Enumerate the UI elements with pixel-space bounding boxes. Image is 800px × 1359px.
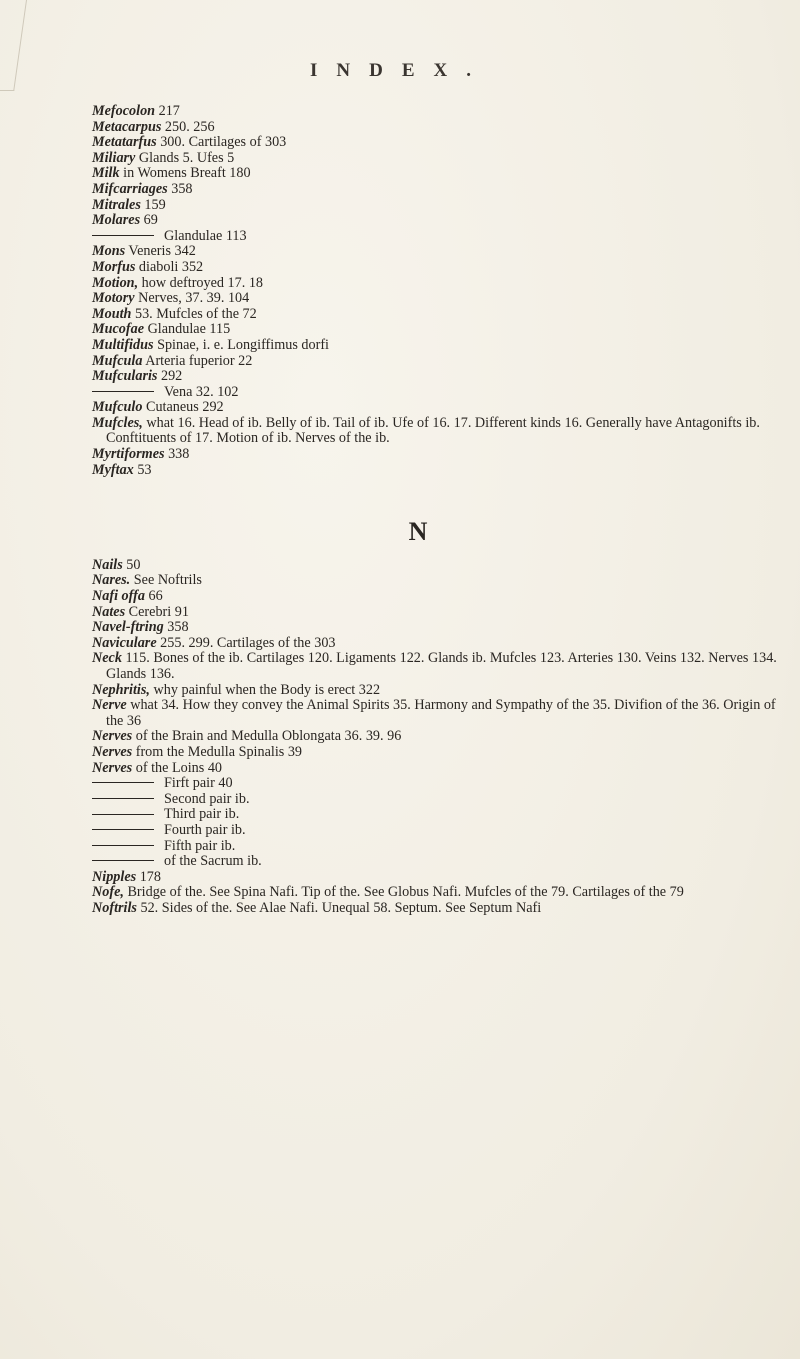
section-gap [92, 478, 784, 524]
index-references: Cerebri 91 [125, 603, 189, 620]
index-term: Mitrales [92, 196, 141, 213]
index-term: Motory [92, 290, 135, 307]
index-entry [92, 447, 784, 463]
index-references: Fifth pair ib. [164, 837, 236, 854]
index-entry [92, 260, 784, 276]
index-references: Third pair ib. [164, 806, 240, 823]
section-letter-heading: N [408, 517, 428, 547]
index-entry [92, 573, 784, 589]
index-references: Bridge of the. See Spina Nafi. Tip of the. See Globus Nafi. Mufcles of the 79. Cartilages of the 79 [123, 884, 684, 901]
index-entry [92, 589, 784, 605]
index-term: Morfus [92, 258, 136, 275]
index-references: 69 [140, 212, 158, 229]
index-term: Nofe, [92, 884, 124, 901]
index-entry [92, 605, 784, 621]
index-entry [92, 839, 784, 855]
index-entry [92, 885, 784, 901]
index-references: 159 [140, 196, 166, 213]
index-entry [92, 198, 784, 214]
index-term: Nails [92, 556, 123, 573]
index-references: of the Sacrum ib. [164, 853, 262, 870]
index-term: Myftax [92, 461, 134, 478]
index-entry [92, 307, 784, 323]
index-entry [92, 729, 784, 745]
index-term: Mufcula [92, 352, 143, 369]
ditto-dash [92, 798, 154, 799]
index-entry [92, 104, 784, 120]
index-term: Metacarpus [92, 118, 162, 135]
ditto-dash [92, 235, 154, 236]
index-references: diaboli 352 [135, 258, 204, 275]
index-references: 115. Bones of the ib. Cartilages 120. Ligaments 122. Glands ib. Mufcles 123. Arteries 130. Veins 132. Nerves 134. Glands 136. [106, 650, 777, 682]
index-references: Firft pair 40 [164, 775, 233, 792]
index-term: Nerves [92, 759, 133, 776]
index-entry [92, 244, 784, 260]
index-entry [92, 291, 784, 307]
ditto-dash [92, 860, 154, 861]
index-references: what 34. How they convey the Animal Spirits 35. Harmony and Sympathy of the 35. Divifion of the 36. Origin of the 36 [106, 697, 776, 729]
index-term: Mifcarriages [92, 180, 168, 197]
index-references: what 16. Head of ib. Belly of ib. Tail of ib. Ufe of 16. 17. Different kinds 16. Generally have Antagonifts ib. Conftituents of 17. Motion of ib. Nerves of the ib. [106, 414, 760, 447]
index-references: 292 [157, 368, 183, 385]
index-term: Mefocolon [92, 103, 156, 119]
index-references: 338 [164, 446, 190, 463]
index-entry [92, 151, 784, 167]
index-entry [92, 229, 784, 245]
index-entry [92, 854, 784, 870]
index-references: Vena 32. 102 [164, 383, 239, 400]
index-entry [92, 745, 784, 761]
index-references: why painful when the Body is erect 322 [149, 681, 381, 698]
index-references: 50 [122, 556, 141, 573]
index-term: Naviculare [92, 634, 157, 651]
index-term: Myrtiformes [92, 446, 165, 463]
index-references: of the Loins 40 [132, 759, 223, 776]
index-term: Mufcularis [92, 368, 158, 385]
index-term: Nates [92, 603, 126, 620]
index-term: Milk [92, 165, 120, 182]
index-entry [92, 400, 784, 416]
index-references: 300. Cartilages of 303 [156, 134, 287, 151]
index-entry [92, 135, 784, 151]
index-term: Neck [92, 650, 122, 667]
ditto-dash [92, 782, 154, 783]
index-term: Nephritis, [92, 681, 150, 698]
index-entry [92, 823, 784, 839]
index-term: Multifidus [92, 336, 154, 353]
index-entry [92, 166, 784, 182]
index-entry [92, 354, 784, 370]
index-entry [92, 385, 784, 401]
index-term: Nares. [92, 572, 131, 589]
index-entry [92, 182, 784, 198]
index-entry [92, 213, 784, 229]
index-references: 250. 256 [161, 118, 215, 135]
index-references: 52. Sides of the. See Alae Nafi. Unequal 58. Septum. See Septum Nafi [136, 899, 542, 916]
index-references: Arteria fuperior 22 [142, 352, 253, 369]
index-entry [92, 683, 784, 699]
index-entry [92, 276, 784, 292]
index-entry [92, 698, 784, 729]
index-references: 217 [155, 103, 180, 119]
index-entry [92, 322, 784, 338]
index-term: Metatarfus [92, 134, 157, 151]
section-m-entries [92, 104, 784, 478]
index-references: 66 [144, 588, 163, 605]
index-references: Spinae, i. e. Longiffimus dorfi [153, 336, 329, 353]
index-references: from the Medulla Spinalis 39 [132, 743, 303, 760]
ditto-dash [92, 829, 154, 830]
page-header: INDEX. [310, 60, 490, 81]
index-references: Glandulae 113 [164, 227, 247, 244]
index-entry [92, 761, 784, 777]
index-entry [92, 369, 784, 385]
index-term: Nipples [92, 868, 137, 885]
index-references: 358 [167, 180, 193, 197]
index-term: Noftrils [92, 899, 137, 916]
index-term: Nafi offa [92, 588, 145, 605]
index-references: in Womens Breaft 180 [119, 165, 251, 182]
index-term: Mufculo [92, 399, 143, 416]
index-entry [92, 416, 784, 447]
index-term: Molares [92, 212, 141, 229]
index-entry [92, 636, 784, 652]
index-term: Navel-ftring [92, 619, 164, 636]
index-term: Mouth [92, 305, 132, 322]
index-references: Glandulae 115 [144, 321, 231, 338]
index-entry [92, 776, 784, 792]
index-term: Mons [92, 243, 126, 260]
index-references: Cutaneus 292 [142, 399, 224, 416]
index-references: 178 [136, 868, 161, 885]
index-entry [92, 463, 784, 479]
index-references: of the Brain and Medulla Oblongata 36. 39. 96 [132, 728, 402, 745]
index-term: Nerves [92, 728, 133, 745]
index-references: 53 [133, 461, 152, 478]
index-entry [92, 558, 784, 574]
index-term: Mufcles, [92, 414, 143, 431]
index-entry [92, 651, 784, 682]
index-entry [92, 807, 784, 823]
index-term: Miliary [92, 149, 136, 166]
index-entry [92, 901, 784, 917]
index-references: Fourth pair ib. [164, 821, 246, 838]
index-term: Nerves [92, 743, 133, 760]
index-references: 53. Mufcles of the 72 [131, 305, 257, 322]
index-entry [92, 792, 784, 808]
section-n-entries [92, 558, 784, 917]
index-references: 255. 299. Cartilages of the 303 [156, 634, 336, 651]
index-references: Nerves, 37. 39. 104 [134, 290, 250, 307]
index-term: Motion, [92, 274, 139, 291]
index-entry [92, 870, 784, 886]
index-entry [92, 338, 784, 354]
index-references: See Noftrils [130, 572, 202, 589]
index-entry [92, 620, 784, 636]
ditto-dash [92, 814, 154, 815]
index-references: how deftroyed 17. 18 [138, 274, 264, 291]
ditto-dash [92, 391, 154, 392]
index-references: Glands 5. Ufes 5 [135, 149, 235, 166]
index-content [92, 104, 784, 917]
ditto-dash [92, 845, 154, 846]
index-references: 358 [163, 619, 189, 636]
index-term: Nerve [92, 697, 127, 714]
index-references: Veneris 342 [125, 243, 196, 260]
index-entry [92, 120, 784, 136]
index-term: Mucofae [92, 321, 145, 338]
index-references: Second pair ib. [164, 790, 250, 807]
